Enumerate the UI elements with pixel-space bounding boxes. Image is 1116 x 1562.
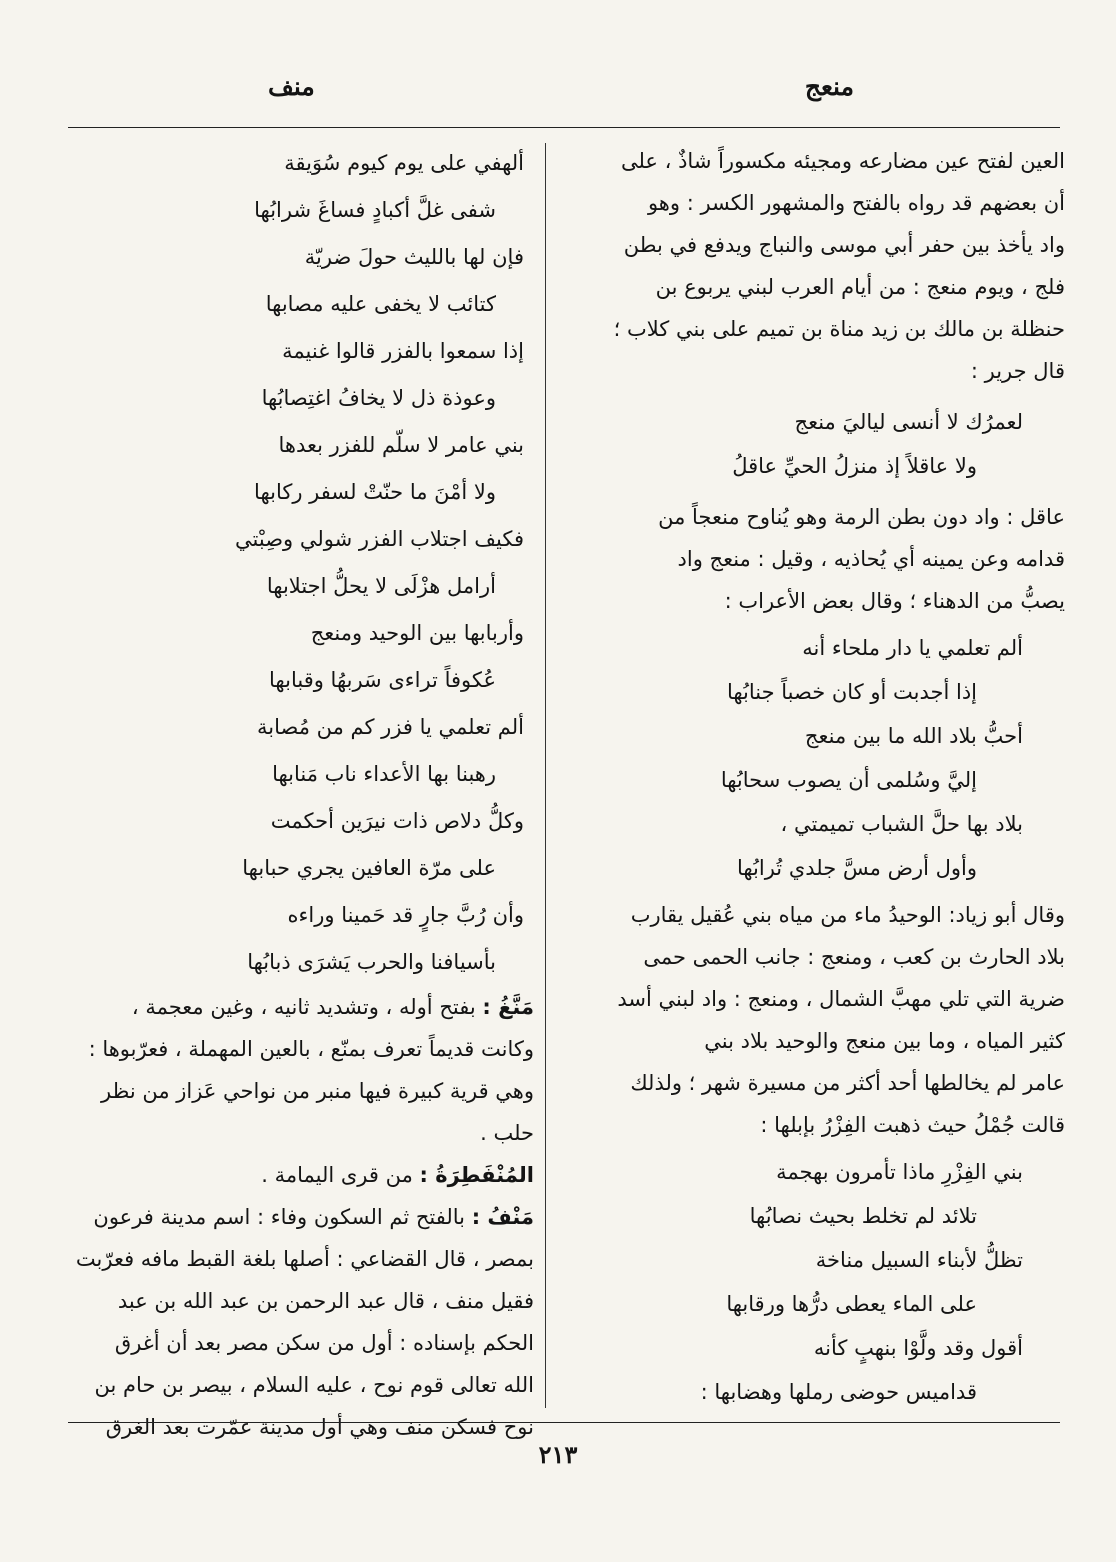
verse-line: ولا عاقلاً إذ منزلُ الحيِّ عاقلُ	[732, 454, 977, 478]
verse-line: وعوذة ذل لا يخافُ اغتِصابُها	[261, 386, 496, 410]
text-line: قال جرير :	[970, 359, 1065, 383]
verse-line: تلائد لم تخلط بحيث نصابُها	[749, 1204, 977, 1228]
verse-line: ولا أمْنَ ما حنّتْ لسفر ركابها	[254, 480, 496, 504]
text-line: وقال أبو زياد: الوحيدُ ماء من مياه بني عُقيل يقارب	[630, 903, 1065, 927]
verse-line: أقول وقد ولَّوْا بنهبٍ كأنه	[813, 1336, 1023, 1360]
page-number: ٢١٣	[538, 1440, 578, 1469]
header-rule	[68, 127, 1060, 128]
text-line: نوح فسكن منف وهي أول مدينة عمّرت بعد الغرق	[105, 1415, 534, 1439]
verse-line: بأسيافنا والحرب يَشرَى ذبابُها	[247, 950, 496, 974]
verse-line: وكلُّ دلاص ذات نيرَين أحكمت	[270, 809, 524, 833]
right-column	[557, 140, 1065, 1414]
verse-line: إليَّ وسُلمى أن يصوب سحابُها	[720, 768, 977, 792]
text-line: حنظلة بن مالك بن زيد مناة بن تميم على بني كلاب ؛	[613, 317, 1065, 341]
text-line: قدامه وعن يمينه أي يُحاذيه ، وقيل : منعج واد	[677, 547, 1065, 571]
verse-line: إذا سمعوا بالفزر قالوا غنيمة	[282, 339, 524, 363]
verse-line: رهبنا بها الأعداء ناب مَنابها	[272, 762, 496, 786]
running-header-left: منف	[268, 72, 315, 101]
verse-line: وأول أرض مسَّ جلدي تُرابُها	[736, 856, 977, 880]
verse-line: بني عامر لا سلّم للفزر بعدها	[278, 433, 524, 457]
text-line: فلج ، ويوم منعج : من أيام العرب لبني يربوع بن	[655, 275, 1065, 299]
entry-text: من قرى اليمامة .	[261, 1163, 420, 1187]
verse-line: ألهفي على يوم كيوم سُوَيقة	[284, 151, 524, 175]
text-line: قالت جُمْلُ حيث ذهبت الفِزْرُ بإبلها :	[760, 1113, 1065, 1137]
text-line: العين لفتح عين مضارعه ومجيئه مكسوراً شاذٌ ، على	[620, 149, 1065, 173]
verse-line: تظلُّ لأبناء السبيل مناخة	[815, 1248, 1023, 1272]
entry-headword: مَنَّغُ :	[482, 995, 534, 1019]
verse-line: أحبُّ بلاد الله ما بين منعج	[804, 724, 1023, 748]
verse-line: لعمرُك لا أنسى لياليَ منعج	[794, 410, 1023, 434]
verse-line: كتائب لا يخفى عليه مصابها	[265, 292, 496, 316]
text-line: عاقل : واد دون بطن الرمة وهو يُناوح منعجاً من	[658, 505, 1065, 529]
entry-text: بفتح أوله ، وتشديد ثانيه ، وغين معجمة ،	[131, 995, 483, 1019]
text-line: أن بعضهم قد رواه بالفتح والمشهور الكسر : وهو	[647, 191, 1065, 215]
verse-line: ألم تعلمي يا فزر كم من مُصابة	[256, 715, 524, 739]
verse-line: على مرّة العافين يجري حبابها	[242, 856, 496, 880]
verse-line: أرامل هزْلَى لا يحلُّ اجتلابها	[266, 574, 496, 598]
text-line: حلب .	[480, 1121, 534, 1145]
running-header-right: منعج	[804, 72, 854, 101]
verse-line: فكيف اجتلاب الفزر شولي وصِبْتي	[235, 527, 524, 551]
entry-first-line	[64, 1196, 534, 1238]
text-line: بلاد الحارث بن كعب ، ومنعج : جانب الحمى حمى	[643, 945, 1065, 969]
verse-line: وأن رُبَّ جارٍ قد حَمينا وراءه	[287, 903, 524, 927]
verse-line: ألم تعلمي يا دار ملحاء أنه	[802, 636, 1023, 660]
entry-first-line	[64, 986, 534, 1028]
verse-line: وأربابها بين الوحيد ومنعج	[310, 621, 524, 645]
verse-line: إذا أجدبت أو كان خصباً جنابُها	[726, 680, 977, 704]
text-line: الله تعالى قوم نوح ، عليه السلام ، بيصر بن حام بن	[94, 1373, 534, 1397]
text-line: بمصر ، قال القضاعي : أصلها بلغة القبط مافه فعرّبت	[75, 1247, 534, 1271]
column-divider	[545, 143, 546, 1408]
text-line: ضرية التي تلي مهبَّ الشمال ، ومنعج : واد لبني أسد	[617, 987, 1065, 1011]
verse-line: بلاد بها حلَّ الشباب تميمتي ،	[780, 812, 1023, 836]
verse-line: عُكوفاً تراءى سَربهُا وقبابها	[269, 668, 496, 692]
text-line: فقيل منف ، قال عبد الرحمن بن عبد الله بن عبد	[117, 1289, 534, 1313]
text-line: الحكم بإسناده : أول من سكن مصر بعد أن أغرق	[114, 1331, 534, 1355]
text-line: واد يأخذ بين حفر أبي موسى والنباج ويدفع في بطن	[623, 233, 1065, 257]
entry-text: بالفتح ثم السكون وفاء : اسم مدينة فرعون	[93, 1205, 472, 1229]
verse-line: بني الفِزْرِ ماذا تأمرون بهجمة	[776, 1160, 1023, 1184]
text-line: وكانت قديماً تعرف بمنّع ، بالعين المهملة ، فعرّبوها :	[88, 1037, 534, 1061]
text-line: يصبُّ من الدهناء ؛ وقال بعض الأعراب :	[724, 589, 1065, 613]
verse-line: قداميس حوضى رملها وهضابها :	[700, 1380, 977, 1404]
verse-line: فإن لها بالليث حولَ ضريّة	[304, 245, 524, 269]
text-line: وهي قرية كبيرة فيها منبر من نواحي عَزاز من نظر	[101, 1079, 534, 1103]
verse-line: على الماء يعطى درُّها ورقابها	[726, 1292, 977, 1316]
left-column	[64, 140, 534, 1448]
entry-headword: مَنْفُ :	[471, 1205, 534, 1229]
text-line: عامر لم يخالطها أحد أكثر من مسيرة شهر ؛ ولذلك	[630, 1071, 1065, 1095]
text-line: كثير المياه ، وما بين منعج والوحيد بلاد بني	[704, 1029, 1065, 1053]
verse-line: شفى غلَّ أكبادٍ فساغَ شرابُها	[254, 198, 496, 222]
entry-headword: المُنْفَطِرَةُ :	[419, 1163, 534, 1187]
entry-first-line	[64, 1154, 534, 1196]
spacer	[557, 392, 1065, 400]
footer-rule	[68, 1422, 1060, 1423]
spacer	[557, 488, 1065, 496]
